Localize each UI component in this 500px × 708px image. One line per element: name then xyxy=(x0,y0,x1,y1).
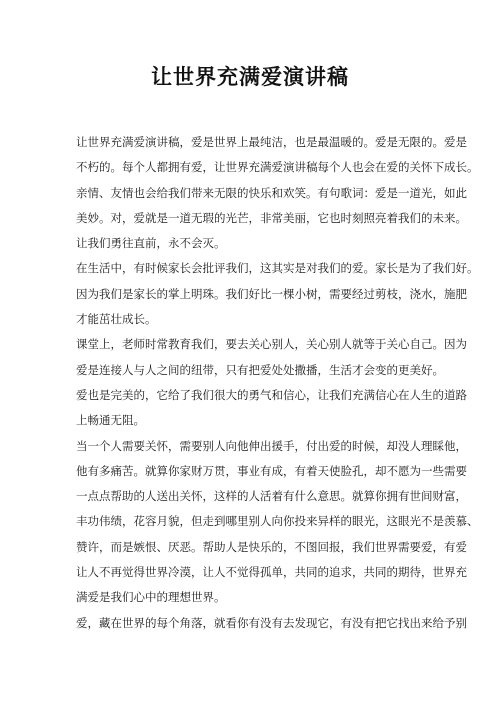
text-line: 亲情、友情也会给我们带来无限的快乐和欢笑。有句歌词：爱是一道光，如此 xyxy=(76,185,467,200)
text-line: 他有多痛苦。就算你家财万贯，事业有成，有着天使脸孔，却不愿为一些需要 xyxy=(76,463,467,478)
text-line: 爱是连接人与人之间的纽带，只有把爱处处撒播，生活才会变的更美好。 xyxy=(76,362,444,377)
paragraph xyxy=(76,256,479,332)
text-line: 满爱是我们心中的理想世界。 xyxy=(76,590,226,605)
paragraph xyxy=(76,434,479,611)
paragraph xyxy=(76,611,467,636)
paragraph xyxy=(76,383,467,434)
text-line: 一点点帮助的人送出关怀，这样的人活着有什么意思。就算你拥有世间财富， xyxy=(76,489,467,504)
text-line: 上畅通无阻。 xyxy=(76,413,145,428)
text-line: 让人不再觉得世界冷漠，让人不觉得孤单，共同的追求，共同的期待，世界充 xyxy=(76,565,467,580)
paragraph xyxy=(76,130,479,256)
document-body xyxy=(76,130,479,636)
text-line: 才能茁壮成长。 xyxy=(76,312,157,327)
text-line: 美妙。对，爱就是一道无瑕的光芒，非常美丽，它也时刻照亮着我们的未来。 xyxy=(76,210,467,225)
paragraph xyxy=(76,332,467,383)
text-line: 当一个人需要关怀，需要别人向他伸出援手，付出爱的时候，却没人理睬他， xyxy=(76,438,467,453)
text-line: 爱也是完美的，它给了我们很大的勇气和信心，让我们充满信心在人生的道路 xyxy=(76,387,467,402)
text-line: 不朽的。每个人都拥有爱，让世界充满爱演讲稿每个人也会在爱的关怀下成长。 xyxy=(76,160,479,175)
text-line: 赞许，而是嫉恨、厌恶。帮助人是快乐的，不图回报，我们世界需要爱，有爱 xyxy=(76,539,467,554)
text-line: 让我们勇往直前，永不会灭。 xyxy=(76,236,226,251)
text-line: 课堂上，老师时常教育我们，要去关心别人，关心别人就等于关心自己。因为 xyxy=(76,337,467,352)
text-line: 因为我们是家长的掌上明珠。我们好比一棵小树，需要经过剪枝，浇水，施肥 xyxy=(76,286,467,301)
text-line: 在生活中，有时候家长会批评我们，这其实是对我们的爱。家长是为了我们好。 xyxy=(76,261,479,276)
text-line: 爱，藏在世界的每个角落，就看你有没有去发现它，有没有把它找出来给予别 xyxy=(76,615,467,630)
text-line: 丰功伟绩，花容月貌，但走到哪里别人向你投来异样的眼光，这眼光不是羡慕、 xyxy=(76,514,479,529)
document-title: 让世界充满爱演讲稿 xyxy=(151,65,349,89)
text-line: 让世界充满爱演讲稿，爱是世界上最纯洁，也是最温暖的。爱是无限的。爱是 xyxy=(76,135,467,149)
